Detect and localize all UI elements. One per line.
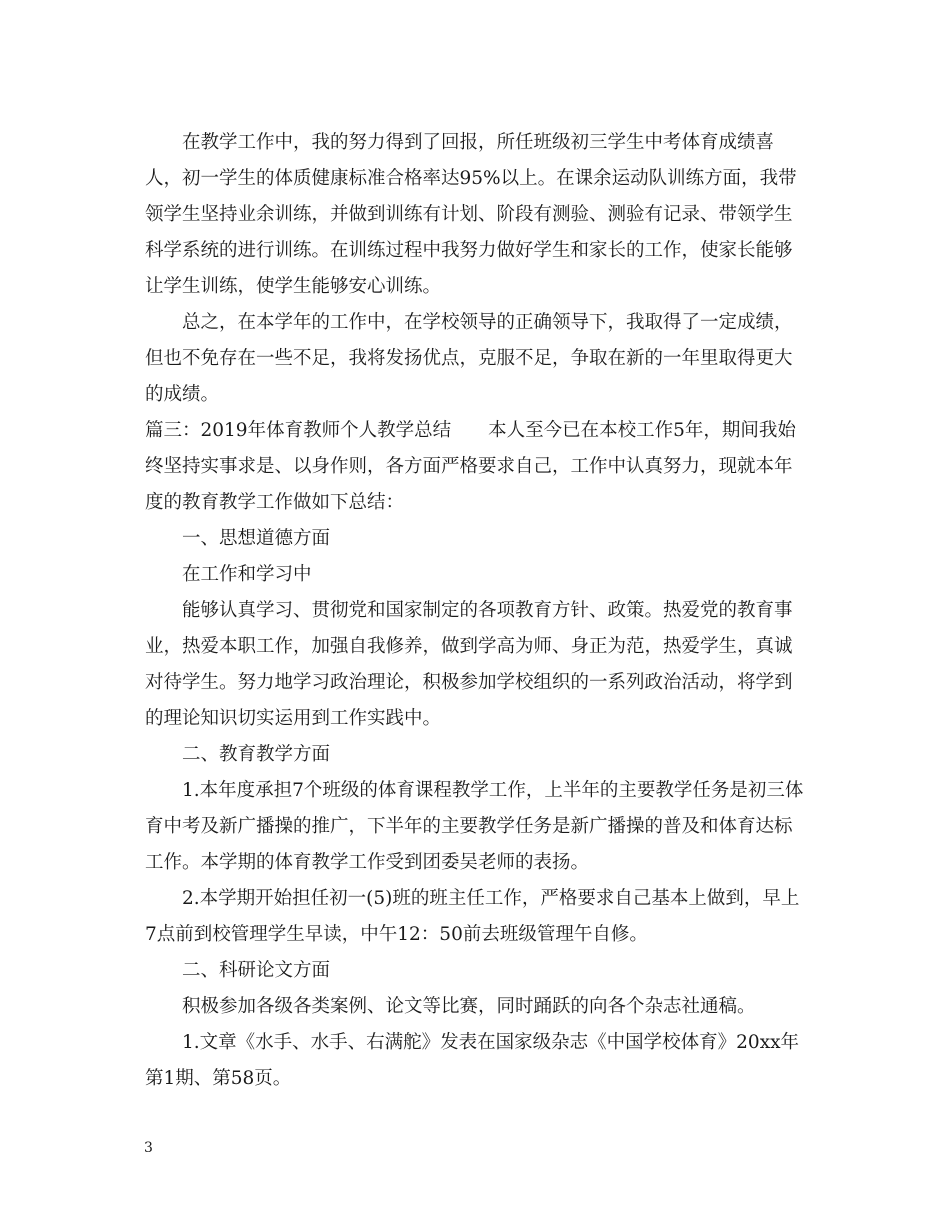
paragraph-research-intro: 积极参加各级各类案例、论文等比赛，同时踊跃的向各个杂志社通稿。: [182, 996, 756, 1017]
paragraph-summary: 总之，在本学年的工作中，在学校领导的正确领导下，我取得了一定成绩，但也不免存在一些不足，我将发扬优点，克服不足，争取在新的一年里取得更大的成绩。: [145, 312, 793, 405]
paragraph-article-three-intro: 篇三：2019年体育教师个人教学总结 本人至今已在本校工作5年，期间我始终坚持实事求是、以身作则，各方面严格要求自己，工作中认真努力，现就本年度的教育教学工作做如下总结：: [145, 420, 796, 513]
page-number: 3: [144, 1140, 153, 1156]
section-heading-ideology: 一、思想道德方面: [182, 528, 331, 549]
paragraph-research-item-1: 1.文章《水手、水手、右满舵》发表在国家级杂志《中国学校体育》20xx年第1期、第58页。: [145, 1032, 800, 1089]
paragraph-teaching-item-2: 2.本学期开始担任初一(5)班的班主任工作，严格要求自己基本上做到，早上7点前到校管理学生早读，中午12：50前去班级管理午自修。: [145, 888, 800, 945]
paragraph-work-and-study: 在工作和学习中: [182, 564, 312, 585]
paragraph-policy-study: 能够认真学习、贯彻党和国家制定的各项教育方针、政策。热爱党的教育事业，热爱本职工作，加强自我修养，做到学高为师、身正为范，热爱学生，真诚对待学生。努力地学习政治理论，积极参加学校组织的一系列政治活动，将学到的理论知识切实运用到工作实践中。: [145, 600, 793, 729]
paragraph-teaching-results: 在教学工作中，我的努力得到了回报，所任班级初三学生中考体育成绩喜人，初一学生的体质健康标准合格率达95%以上。在课余运动队训练方面，我带领学生坚持业余训练，并做到训练有计划、阶段有测验、测验有记录、带领学生科学系统的进行训练。在训练过程中我努力做好学生和家长的工作，使家长能够让学生训练，使学生能够安心训练。: [145, 132, 797, 297]
paragraph-teaching-item-1: 1.本年度承担7个班级的体育课程教学工作，上半年的主要教学任务是初三体育中考及新广播操的推广，下半年的主要教学任务是新广播操的普及和体育达标工作。本学期的体育教学工作受到团委吴老师的表扬。: [145, 780, 804, 873]
section-heading-teaching: 二、教育教学方面: [182, 744, 331, 765]
document-body: [145, 125, 810, 1097]
section-heading-research: 二、科研论文方面: [182, 960, 331, 981]
